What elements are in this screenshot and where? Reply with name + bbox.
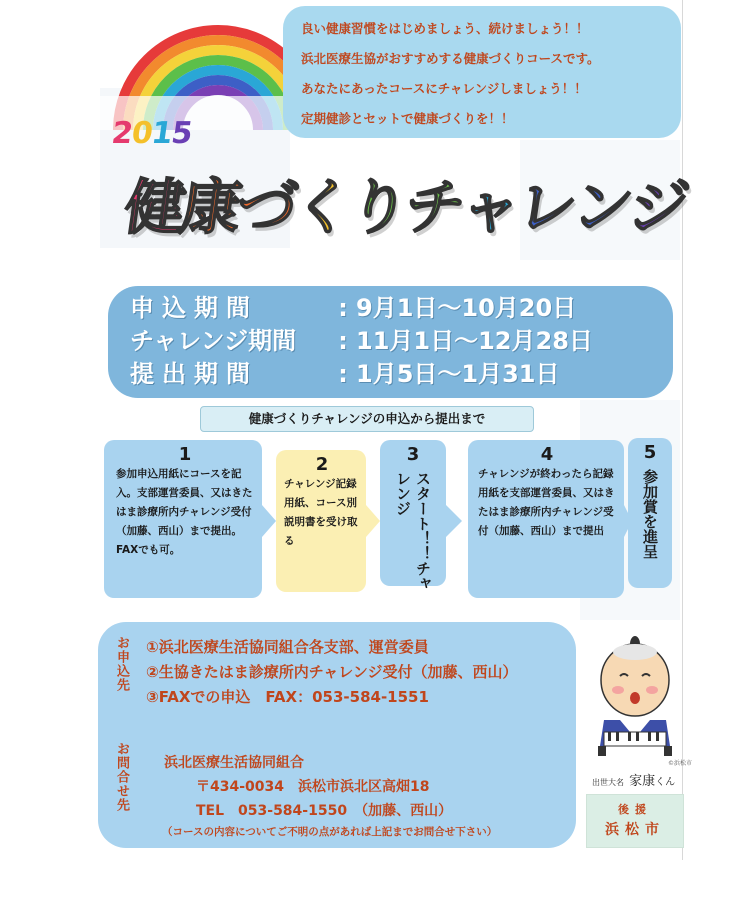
step-text: 参加申込用紙にコースを記入。支部運営委員、又はきたはま診療所内チャレンジ受付（加藤、西山）まで提出。FAXでも可。 xyxy=(116,468,253,556)
apply-item: ②生協きたはま診療所内チャレンジ受付（加藤、西山） xyxy=(146,663,518,681)
period-value: 1月5日〜1月31日 xyxy=(356,360,560,388)
flow-heading: 健康づくりチャレンジの申込から提出まで xyxy=(200,406,534,432)
year-digit: 2 xyxy=(109,116,135,151)
step-text: スタート！！チャレンジ xyxy=(394,471,432,591)
step-number: 5 xyxy=(643,442,657,463)
title-char: づ xyxy=(232,173,298,243)
period-value: 9月1日〜10月20日 xyxy=(356,294,577,322)
intro-line: あなたにあったコースにチャレンジしましょう！！ xyxy=(301,81,587,96)
step-number: 2 xyxy=(315,454,329,475)
title-char: ン xyxy=(568,173,634,243)
period-colon: : xyxy=(338,360,348,388)
apply-item: ③FAXでの申込 FAX：053-584-1551 xyxy=(146,688,429,706)
main-title xyxy=(116,160,691,270)
period-label: チャレンジ期間 xyxy=(130,327,297,355)
mascot-name xyxy=(592,770,675,789)
period-label: 提出期間 xyxy=(130,360,258,388)
mascot-title-small: 出世大名 xyxy=(592,778,624,787)
flow-step-3 xyxy=(380,440,446,591)
period-row-challenge xyxy=(130,325,673,358)
flow-step-5 xyxy=(628,438,672,588)
apply-label: お申込先 xyxy=(114,636,129,692)
contact-org: 浜北医療生活協同組合 xyxy=(164,755,304,771)
mascot-credit: ©浜松市 xyxy=(668,760,693,767)
support-box xyxy=(586,794,684,848)
contact-address: 〒434-0034 浜松市浜北区高畑18 xyxy=(196,779,430,795)
title-char: 康 xyxy=(176,173,242,243)
intro-line: 定期健診とセットで健康づくりを！！ xyxy=(301,111,514,126)
year-digit: 1 xyxy=(149,116,175,151)
step-number: 3 xyxy=(406,444,420,465)
contact-label: お問合せ先 xyxy=(114,742,129,812)
period-label: 申込期間 xyxy=(130,294,258,322)
arrow-right-icon xyxy=(366,505,380,537)
mascot-illustration xyxy=(590,628,680,758)
mascot-name-suffix: くん xyxy=(655,777,676,788)
title-char: チ xyxy=(400,173,466,243)
intro-line: 浜北医療生協がおすすめする健康づくりコースです。 xyxy=(301,51,600,66)
contact-note: （コースの内容についてご不明の点があれば上記までお問合せ下さい） xyxy=(162,826,498,838)
step-number: 1 xyxy=(178,444,192,465)
period-row-submit xyxy=(130,358,673,391)
title-char: く xyxy=(288,173,354,243)
support-org: 浜松市 xyxy=(605,822,665,838)
flow-step-2 xyxy=(276,450,366,592)
support-label: 後援 xyxy=(618,803,652,816)
flow-step-1 xyxy=(104,440,262,598)
contact-tel: TEL 053-584-1550 （加藤、西山） xyxy=(196,803,453,819)
title-char: り xyxy=(344,173,410,243)
step-number: 4 xyxy=(540,444,554,465)
title-char: ジ xyxy=(624,173,690,243)
arrow-right-icon xyxy=(262,505,276,537)
period-colon: : xyxy=(338,327,348,355)
year-digit: 0 xyxy=(129,116,155,151)
intro-line: 良い健康習慣をはじめましょう、続けましょう！！ xyxy=(301,21,589,36)
step-text: 参加賞を進呈 xyxy=(641,469,659,559)
period-value: 11月1日〜12月28日 xyxy=(356,327,593,355)
period-row-apply xyxy=(130,292,673,325)
flow-step-4 xyxy=(468,440,624,598)
step-text: チャレンジが終わったら記録用紙を支部運営委員、又はきたはま診療所内チャレンジ受付（加藤、西山）まで提出 xyxy=(478,468,615,537)
step-text: チャレンジ記録用紙、コース別説明書を受け取る xyxy=(284,478,358,547)
arrow-right-icon xyxy=(446,505,462,537)
title-char: 健 xyxy=(120,173,186,243)
mascot-name-main: 家康 xyxy=(629,774,656,789)
period-box xyxy=(108,286,673,398)
intro-box xyxy=(283,6,681,138)
year-digit: 5 xyxy=(169,116,194,151)
title-char: レ xyxy=(512,173,578,243)
apply-item: ①浜北医療生活協同組合各支部、運営委員 xyxy=(146,638,429,656)
year-heading xyxy=(110,116,194,151)
period-colon: : xyxy=(338,294,348,322)
title-char: ャ xyxy=(456,173,522,243)
